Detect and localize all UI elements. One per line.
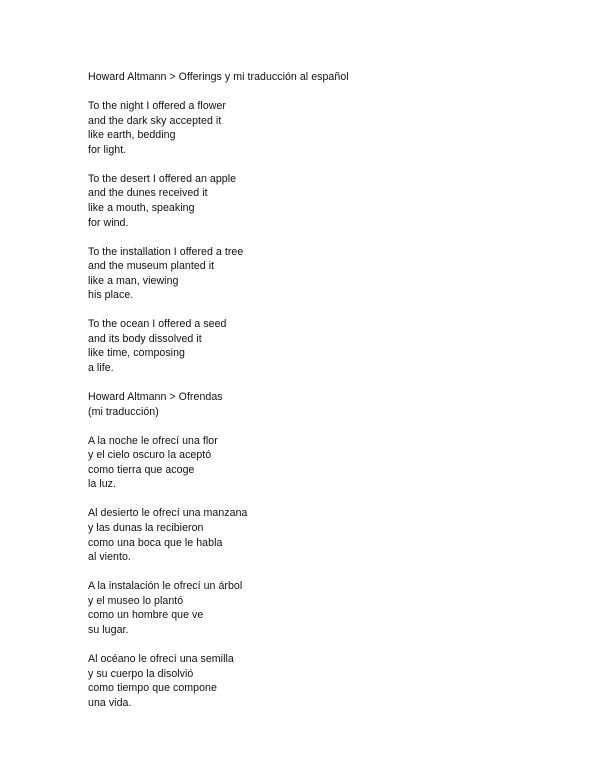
poem-line: al viento.	[88, 551, 131, 564]
english-stanza-3	[88, 245, 568, 303]
english-heading	[88, 70, 568, 85]
poem-line: for light.	[88, 143, 127, 156]
poem-line: y el museo lo plantó	[88, 594, 184, 607]
english-heading-text: Howard Altmann > Offerings y mi traducción al español	[88, 71, 349, 83]
poem-line: To the installation I offered a tree	[88, 245, 244, 258]
poem-line: la luz.	[88, 478, 117, 491]
poem-line: his place.	[88, 289, 134, 302]
poem-line: for wind.	[88, 216, 129, 229]
spanish-heading	[88, 390, 568, 419]
poem-line: como un hombre que ve	[88, 609, 204, 622]
poem-line: and the museum planted it	[88, 260, 215, 273]
spanish-stanza-2	[88, 506, 568, 564]
poem-line: y su cuerpo la disolvió	[88, 667, 194, 680]
poem-line: A la instalación le ofrecí un árbol	[88, 580, 243, 593]
spanish-stanza-1	[88, 434, 568, 492]
poem-line: a life.	[88, 362, 114, 375]
poem-line: like a mouth, speaking	[88, 201, 195, 214]
spanish-heading-subtitle: (mi traducción)	[88, 405, 159, 418]
english-stanza-4	[88, 317, 568, 375]
spanish-stanza-4	[88, 652, 568, 710]
poem-line: like a man, viewing	[88, 274, 179, 287]
english-stanza-1	[88, 99, 568, 157]
poem-line: To the desert I offered an apple	[88, 172, 237, 185]
poem-line: Al océano le ofrecí una semilla	[88, 652, 234, 665]
poem-line: and the dark sky accepted it	[88, 114, 222, 127]
poem-line: To the ocean I offered a seed	[88, 318, 227, 331]
poem-line: una vida.	[88, 696, 132, 709]
poem-line: y las dunas la recibieron	[88, 521, 204, 534]
poem-line: like time, composing	[88, 347, 185, 360]
poem-line: y el cielo oscuro la aceptó	[88, 449, 212, 462]
poem-line: Al desierto le ofrecí una manzana	[88, 507, 248, 520]
poem-line: A la noche le ofrecí una flor	[88, 434, 218, 447]
english-stanza-2	[88, 172, 568, 230]
document-body	[88, 70, 568, 725]
poem-line: su lugar.	[88, 623, 129, 636]
poem-line: como tierra que acoge	[88, 463, 195, 476]
poem-line: and the dunes received it	[88, 187, 208, 200]
poem-line: and its body dissolved it	[88, 332, 202, 345]
poem-line: like earth, bedding	[88, 129, 176, 142]
poem-line: como una boca que le habla	[88, 536, 223, 549]
spanish-stanza-3	[88, 579, 568, 637]
spanish-heading-title: Howard Altmann > Ofrendas	[88, 391, 223, 404]
poem-line: como tiempo que compone	[88, 682, 217, 695]
poem-line: To the night I offered a flower	[88, 99, 226, 112]
